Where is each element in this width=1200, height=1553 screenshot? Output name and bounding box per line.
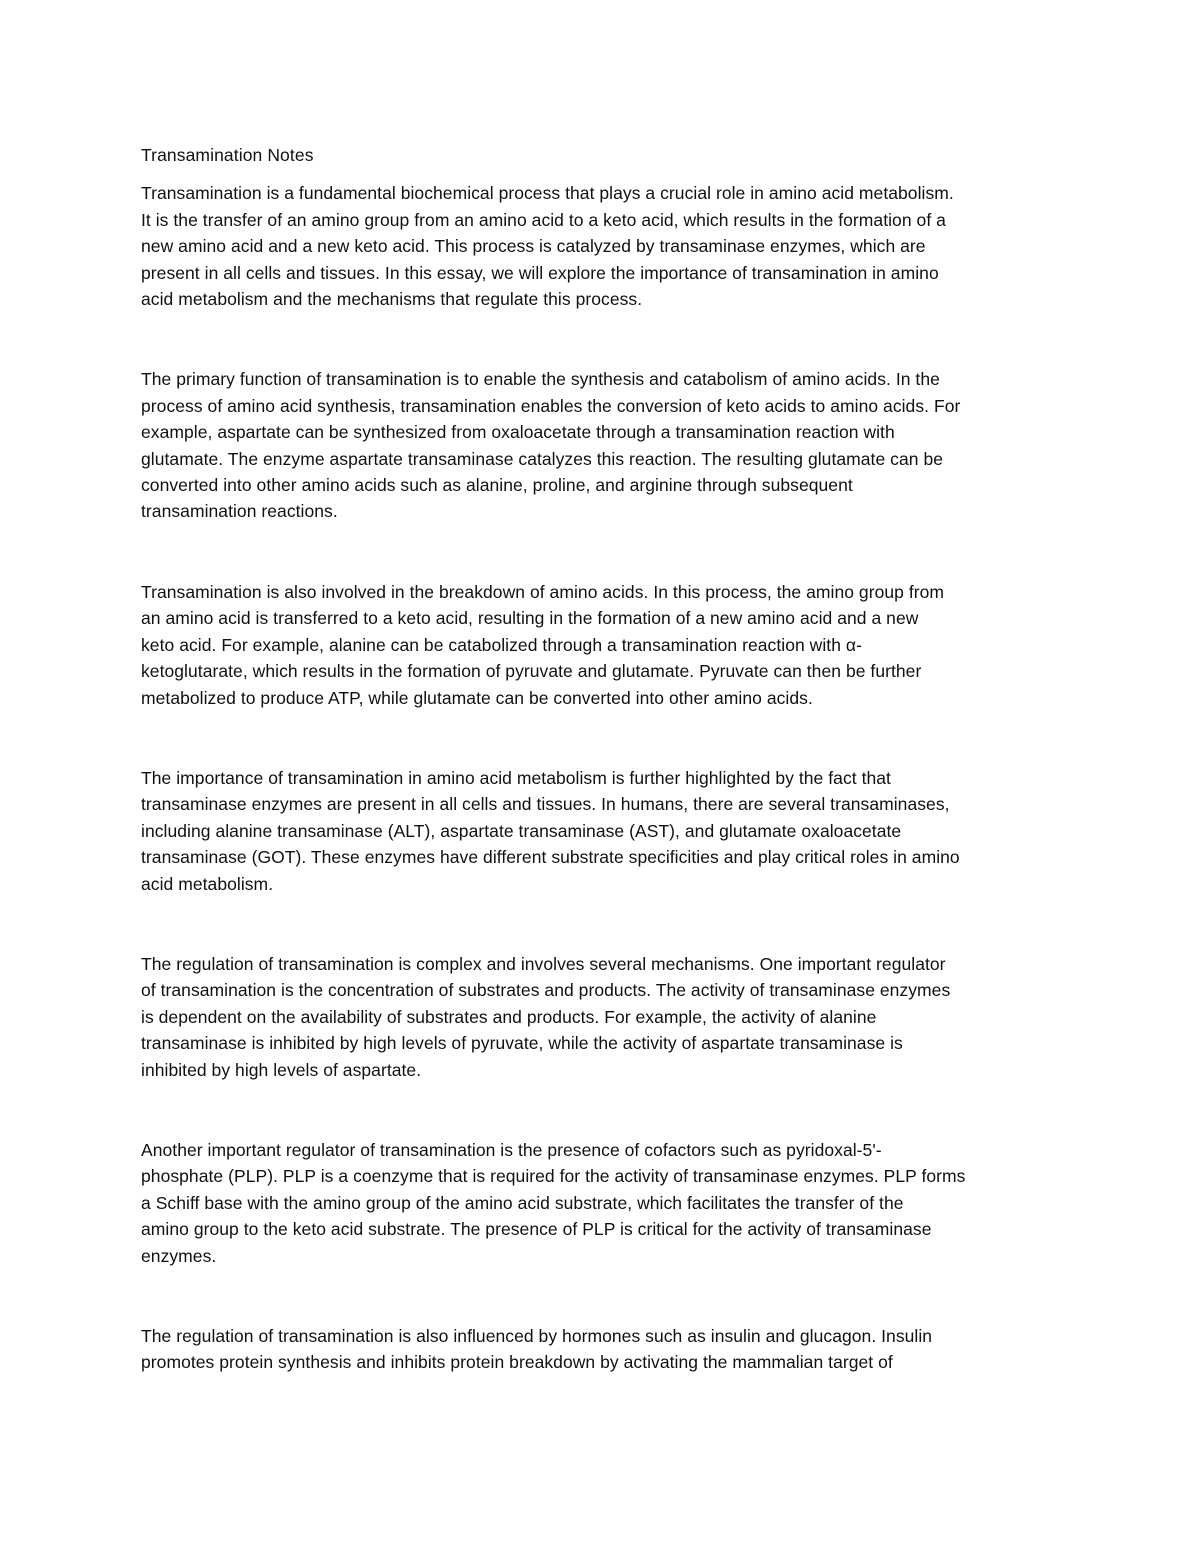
paragraph-intro: [141, 180, 1061, 312]
paragraph-hormones: [141, 1323, 1061, 1376]
paragraph-line: glutamate. The enzyme aspartate transaminase catalyzes this reaction. The resulting glutamate can be: [141, 448, 944, 469]
paragraph-line: ketoglutarate, which results in the formation of pyruvate and glutamate. Pyruvate can then be further: [141, 661, 922, 682]
paragraph-line: transaminase enzymes are present in all cells and tissues. In humans, there are several transaminases,: [141, 794, 950, 815]
paragraph-line: amino group to the keto acid substrate. The presence of PLP is critical for the activity of transaminase: [141, 1219, 932, 1240]
paragraph-line: Transamination is a fundamental biochemical process that plays a crucial role in amino acid metabolism.: [141, 183, 954, 204]
paragraph-line: including alanine transaminase (ALT), aspartate transaminase (AST), and glutamate oxaloacetate: [141, 820, 902, 841]
paragraph-line: acid metabolism and the mechanisms that regulate this process.: [141, 289, 643, 310]
paragraph-line: an amino acid is transferred to a keto acid, resulting in the formation of a new amino acid and a new: [141, 608, 919, 629]
paragraph-line: promotes protein synthesis and inhibits protein breakdown by activating the mammalian target of: [141, 1352, 893, 1373]
paragraph-line: a Schiff base with the amino group of the amino acid substrate, which facilitates the transfer of the: [141, 1192, 904, 1213]
paragraph-importance: [141, 765, 1061, 897]
paragraph-cofactors: [141, 1137, 1061, 1269]
paragraph-line: enzymes.: [141, 1245, 217, 1266]
paragraph-line: inhibited by high levels of aspartate.: [141, 1059, 422, 1080]
paragraph-line: acid metabolism.: [141, 873, 274, 894]
paragraph-line: new amino acid and a new keto acid. This process is catalyzed by transaminase enzymes, which are: [141, 236, 926, 257]
document-page: [141, 142, 1061, 1376]
paragraph-line: The primary function of transamination is to enable the synthesis and catabolism of amino acids. In the: [141, 369, 940, 390]
paragraph-line: The importance of transamination in amino acid metabolism is further highlighted by the fact that: [141, 767, 891, 788]
paragraph-line: transaminase (GOT). These enzymes have different substrate specificities and play critical roles in amino: [141, 847, 960, 868]
paragraph-line: process of amino acid synthesis, transamination enables the conversion of keto acids to amino acids. For: [141, 395, 961, 416]
paragraph-line: keto acid. For example, alanine can be catabolized through a transamination reaction with α-: [141, 634, 862, 655]
paragraph-line: converted into other amino acids such as alanine, proline, and arginine through subsequent: [141, 475, 853, 496]
paragraph-breakdown: [141, 579, 1061, 711]
paragraph-line: The regulation of transamination is complex and involves several mechanisms. One important regulator: [141, 953, 946, 974]
paragraph-spacer: [141, 1269, 1061, 1323]
paragraph-line: The regulation of transamination is also influenced by hormones such as insulin and glucagon. Insulin: [141, 1326, 933, 1346]
paragraph-line: of transamination is the concentration of substrates and products. The activity of transaminase enzymes: [141, 980, 951, 1001]
paragraph-spacer: [141, 1083, 1061, 1137]
paragraph-primary-function: [141, 366, 1061, 524]
paragraph-line: present in all cells and tissues. In this essay, we will explore the importance of transamination in amino: [141, 262, 939, 283]
paragraph-spacer: [141, 525, 1061, 579]
paragraph-line: transamination reactions.: [141, 501, 338, 522]
paragraph-spacer: [141, 711, 1061, 765]
paragraph-line: Another important regulator of transamination is the presence of cofactors such as pyridoxal-5'-: [141, 1139, 882, 1160]
paragraph-spacer: [141, 897, 1061, 951]
paragraph-line: metabolized to produce ATP, while glutamate can be converted into other amino acids.: [141, 687, 813, 708]
paragraph-line: Transamination is also involved in the breakdown of amino acids. In this process, the amino group from: [141, 581, 945, 602]
paragraph-spacer: [141, 312, 1061, 366]
paragraph-line: phosphate (PLP). PLP is a coenzyme that is required for the activity of transaminase enzymes. PLP forms: [141, 1166, 966, 1187]
paragraph-regulation: [141, 951, 1061, 1083]
paragraph-line: transaminase is inhibited by high levels of pyruvate, while the activity of aspartate transaminase is: [141, 1033, 903, 1054]
paragraph-line: It is the transfer of an amino group from an amino acid to a keto acid, which results in the formation of a: [141, 209, 946, 230]
document-title: Transamination Notes: [141, 145, 314, 165]
paragraph-line: example, aspartate can be synthesized from oxaloacetate through a transamination reaction with: [141, 422, 895, 443]
paragraph-line: is dependent on the availability of substrates and products. For example, the activity of alanine: [141, 1006, 877, 1027]
